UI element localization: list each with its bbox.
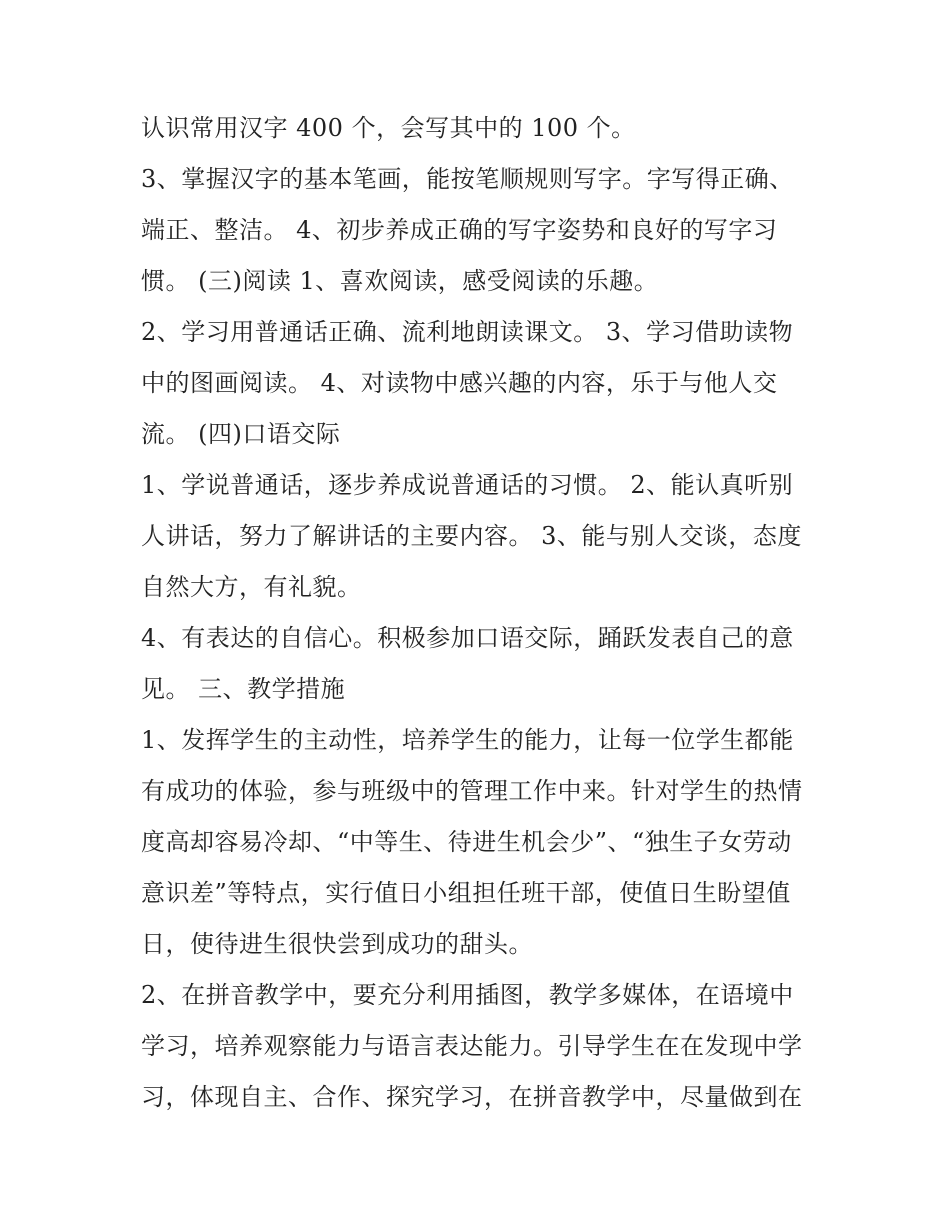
text-line: 人讲话，努力了解讲话的主要内容。 3、能与别人交谈，态度 (141, 522, 802, 550)
text-line: 有成功的体验，参与班级中的管理工作中来。针对学生的热情 (141, 777, 803, 805)
text-line: 意识差”等特点，实行值日小组担任班干部，使值日生盼望值 (141, 879, 791, 907)
text-line: 4、有表达的自信心。积极参加口语交际，踊跃发表自己的意 (141, 624, 794, 652)
text-line: 3、掌握汉字的基本笔画，能按笔顺规则写字。字写得正确、 (141, 165, 794, 193)
text-line: 1、学说普通话，逐步养成说普通话的习惯。 2、能认真听别 (141, 471, 794, 499)
document-body (141, 103, 821, 1123)
text-line: 见。 三、教学措施 (141, 675, 346, 703)
text-line: 2、在拼音教学中，要充分利用插图，教学多媒体，在语境中 (141, 981, 794, 1009)
text-line: 流。 (四)口语交际 (141, 420, 341, 448)
text-line: 端正、整洁。 4、初步养成正确的写字姿势和良好的写字习 (141, 216, 778, 244)
text-line: 日，使待进生很快尝到成功的甜头。 (141, 930, 533, 958)
text-line: 2、学习用普通话正确、流利地朗读课文。 3、学习借助读物 (141, 318, 794, 346)
text-line: 学习，培养观察能力与语言表达能力。引导学生在在发现中学 (141, 1032, 803, 1060)
text-line: 1、发挥学生的主动性，培养学生的能力，让每一位学生都能 (141, 726, 794, 754)
text-line: 惯。 (三)阅读 1、喜欢阅读，感受阅读的乐趣。 (141, 267, 659, 295)
text-line: 中的图画阅读。 4、对读物中感兴趣的内容，乐于与他人交 (141, 369, 778, 397)
text-line: 度高却容易冷却、“中等生、待进生机会少”、“独生子女劳动 (141, 828, 792, 856)
text-line: 自然大方，有礼貌。 (141, 573, 362, 601)
text-line: 认识常用汉字 400 个，会写其中的 100 个。 (141, 114, 636, 142)
text-line: 习，体现自主、合作、探究学习，在拼音教学中，尽量做到在 (141, 1083, 803, 1111)
